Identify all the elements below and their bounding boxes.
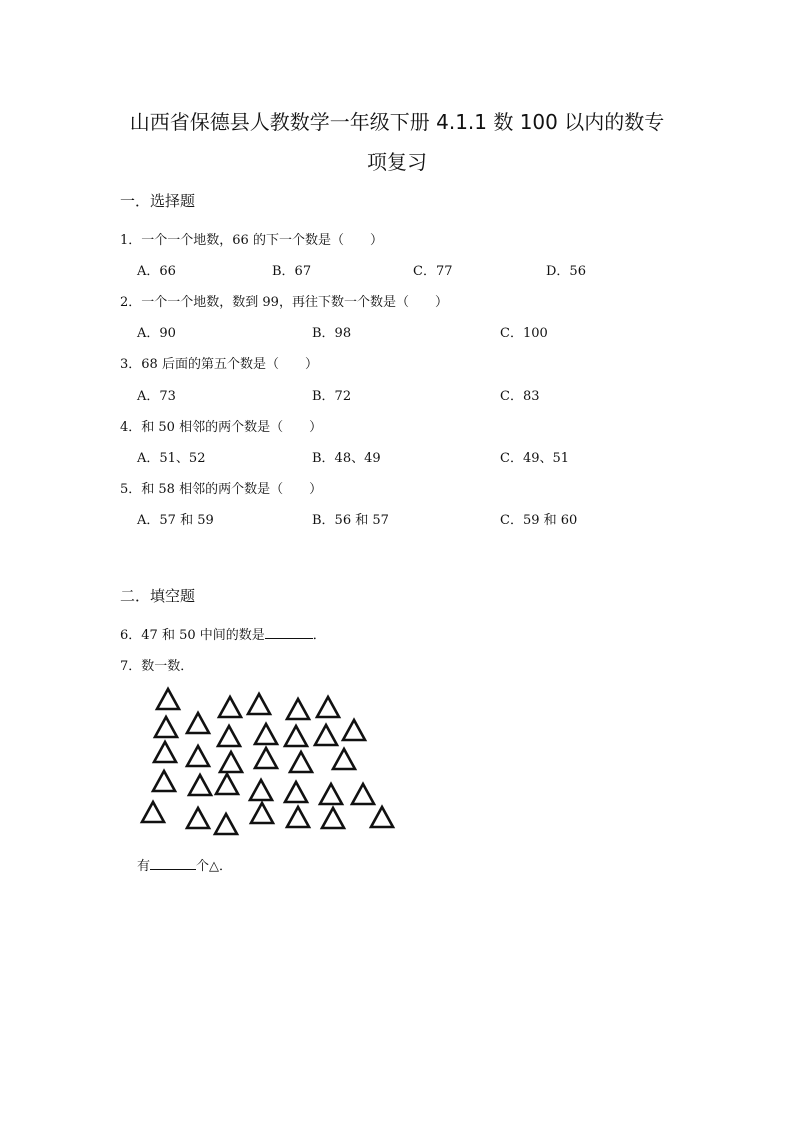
- question-1-option-b: B．67: [272, 264, 312, 279]
- question-7-answer: [137, 855, 232, 874]
- question-1-option-d: D．56: [546, 264, 586, 279]
- question-5-option-c: C．59 和 60: [500, 513, 578, 528]
- triangle-icon: [216, 774, 238, 794]
- triangle-icon: [290, 752, 312, 772]
- triangle-icon: [187, 808, 209, 828]
- triangle-icon: [315, 725, 337, 745]
- triangle-icon: [251, 803, 273, 823]
- question-6-suffix: ．: [312, 628, 326, 643]
- section-heading-choice: 一．选择题: [120, 192, 196, 210]
- question-2-option-c: C．100: [500, 326, 548, 341]
- triangle-icon: [215, 814, 237, 834]
- question-6-text: 6．47 和 50 中间的数是: [120, 628, 265, 643]
- triangle-icon: [317, 697, 339, 717]
- question-3-option-b: B．72: [312, 389, 352, 404]
- triangle-icon: [255, 724, 277, 744]
- question-3-option-a: A．73: [137, 389, 176, 404]
- question-4-option-a: A．51、52: [137, 451, 206, 466]
- question-1: 1．一个一个地数，66 的下一个数是（ ）: [120, 233, 383, 248]
- triangle-icon: [352, 784, 374, 804]
- question-1-option-c: C．77: [413, 264, 453, 279]
- question-2-option-a: A．90: [137, 326, 176, 341]
- triangle-icon: [285, 782, 307, 802]
- triangle-icon: [255, 748, 277, 768]
- triangle-icon: [250, 780, 272, 800]
- question-7-answer-prefix: 有: [137, 859, 151, 874]
- page-title-line-1: 山西省保德县人教数学一年级下册 4.1.1 数 100 以内的数专: [129, 110, 665, 134]
- question-4-option-b: B．48、49: [312, 451, 381, 466]
- section-heading-fill: 二．填空题: [120, 587, 196, 605]
- question-2: 2．一个一个地数，数到 99，再往下数一个数是（ ）: [120, 295, 448, 310]
- triangle-icon: [142, 802, 164, 822]
- triangle-icon: [157, 689, 179, 709]
- triangle-icon: [187, 713, 209, 733]
- question-7: 7．数一数．: [120, 659, 194, 674]
- triangle-icon: [343, 720, 365, 740]
- question-5: 5．和 58 相邻的两个数是（ ）: [120, 482, 323, 497]
- question-7-answer-suffix: 个△．: [196, 859, 233, 874]
- triangle-icon: [248, 694, 270, 714]
- triangle-icon: [371, 807, 393, 827]
- question-4: 4．和 50 相邻的两个数是（ ）: [120, 420, 323, 435]
- question-4-option-c: C．49、51: [500, 451, 570, 466]
- triangle-icon: [287, 807, 309, 827]
- triangle-icon: [219, 697, 241, 717]
- triangle-icon: [287, 699, 309, 719]
- triangle-icon: [187, 746, 209, 766]
- question-3: 3．68 后面的第五个数是（ ）: [120, 357, 318, 372]
- triangle-icon: [155, 717, 177, 737]
- question-7-answer-blank[interactable]: [150, 857, 196, 870]
- page-title-line-2: 项复习: [367, 150, 427, 174]
- question-3-option-c: C．83: [500, 389, 540, 404]
- triangle-icon: [285, 726, 307, 746]
- triangle-icon: [320, 784, 342, 804]
- triangle-icon: [153, 771, 175, 791]
- question-5-option-a: A．57 和 59: [137, 513, 214, 528]
- question-5-option-b: B．56 和 57: [312, 513, 389, 528]
- question-1-option-a: A．66: [137, 264, 176, 279]
- triangle-icon: [189, 775, 211, 795]
- triangle-icon: [220, 752, 242, 772]
- triangle-icon: [154, 742, 176, 762]
- triangle-icon: [322, 808, 344, 828]
- question-2-option-b: B．98: [312, 326, 352, 341]
- triangle-icon: [218, 726, 240, 746]
- triangle-icon: [333, 749, 355, 769]
